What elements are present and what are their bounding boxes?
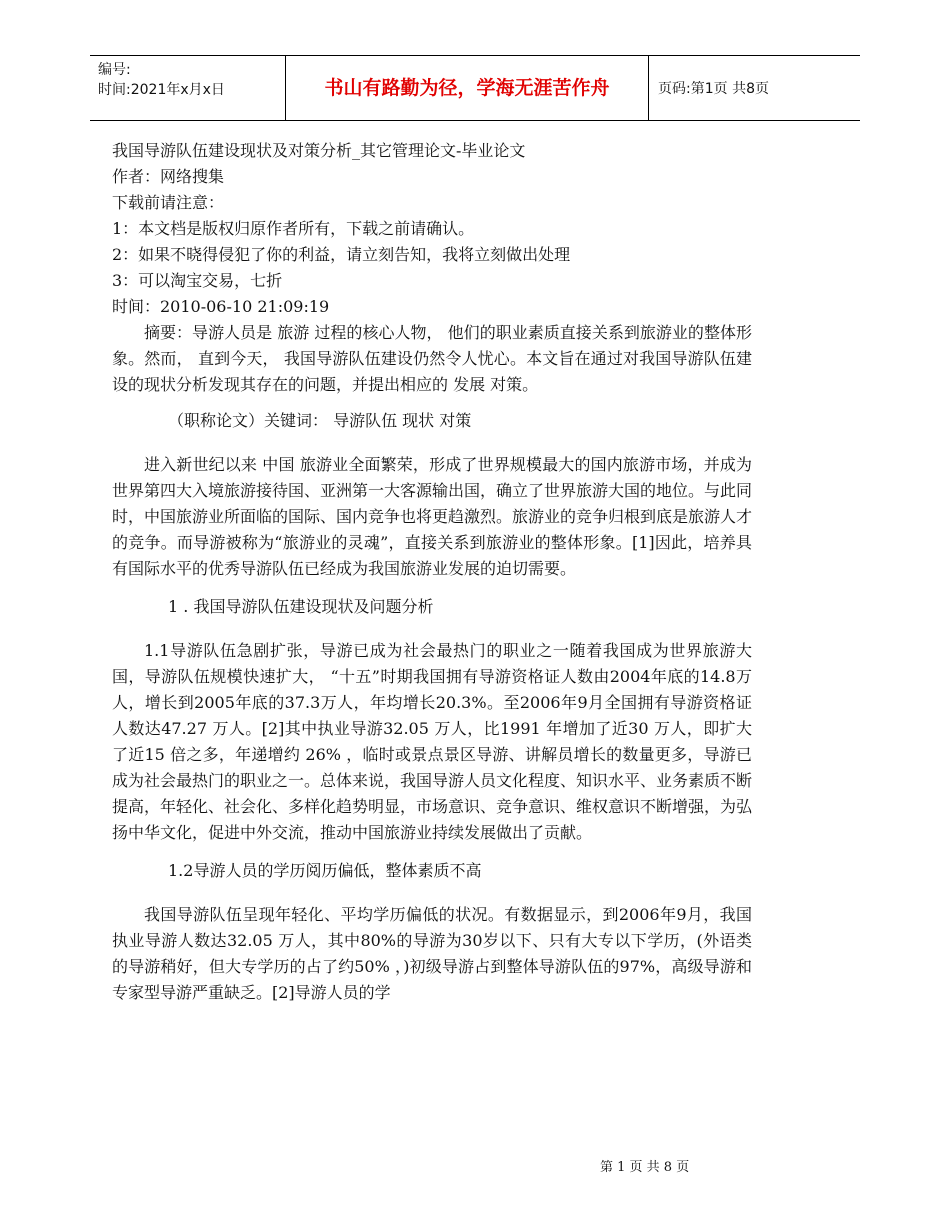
notice-item-1: 1：本文档是版权归原作者所有，下载之前请确认。 — [112, 219, 475, 238]
section-heading-1-2: 1.2导游人员的学历阅历偏低，整体素质不高 — [168, 861, 482, 880]
section-1-2-paragraph: 我国导游队伍呈现年轻化、平均学历偏低的状况。有数据显示，到2006年9月，我国执业导游人数达32.05 万人，其中80%的导游为30岁以下、只有大专以下学历，(外语类的导游稍好，但大专学历的占了约50% ，)初级导游占到整体导游队伍的97%，高级导游和专家型导游严重缺乏。[2]导游人员的学 — [112, 905, 752, 1002]
page-header — [90, 55, 860, 121]
notice-item-3: 3：可以淘宝交易，七折 — [112, 271, 283, 290]
notice-heading: 下载前请注意： — [112, 193, 225, 212]
page-footer: 第 1 页 共 8 页 — [600, 1160, 690, 1175]
intro-paragraph: 进入新世纪以来 中国 旅游业全面繁荣，形成了世界规模最大的国内旅游市场，并成为世界第四大入境旅游接待国、亚洲第一大客源输出国，确立了世界旅游大国的地位。与此同时，中国旅游业所面临的国际、国内竞争也将更趋激烈。旅游业的竞争归根到底是旅游人才的竞争。而导游被称为“旅游业的灵魂”，直接关系到旅游业的整体形象。[1]因此，培养具有国际水平的优秀导游队伍已经成为我国旅游业发展的迫切需要。 — [112, 455, 753, 578]
header-meta — [98, 60, 225, 100]
slogan: 书山有路勤为径，学海无涯苦作舟 — [324, 77, 610, 99]
doc-author: 作者：网络搜集 — [112, 167, 225, 186]
time-label: 时间:2021年x月x日 — [98, 82, 225, 98]
slogan-box — [285, 56, 649, 120]
abstract-paragraph: 摘要：导游人员是 旅游 过程的核心人物， 他们的职业素质直接关系到旅游业的整体形象。然而， 直到今天， 我国导游队伍建设仍然令人忧心。本文旨在通过对我国导游队伍建设的现状分析发现其存在的问题，并提出相应的 发展 对策。 — [112, 323, 752, 394]
doc-title: 我国导游队伍建设现状及对策分析_其它管理论文-毕业论文 — [112, 141, 526, 160]
document-body — [112, 138, 752, 1018]
keywords: （职称论文）关键词： 导游队伍 现状 对策 — [168, 411, 472, 430]
notice-item-2: 2：如果不晓得侵犯了你的利益，请立刻告知，我将立刻做出处理 — [112, 245, 571, 264]
section-heading-1: 1 . 我国导游队伍建设现状及问题分析 — [168, 597, 434, 616]
doc-time: 时间：2010-06-10 21:09:19 — [112, 297, 330, 316]
section-1-1-paragraph: 1.1导游队伍急剧扩张，导游已成为社会最热门的职业之一随着我国成为世界旅游大国，导游队伍规模快速扩大， “十五”时期我国拥有导游资格证人数由2004年底的14.8万人，增长到2005年底的37.3万人，年均增长20.3%。至2006年9月全国拥有导游资格证人数达47.27 万人。[2]其中执业导游32.05 万人，比1991 年增加了近30 万人，即扩大了近15 倍之多，年递增约 26% ，临时或景点景区导游、讲解员增长的数量更多，导游已成为社会最热门的职业之一。总体来说，我国导游人员文化程度、知识水平、业务素质不断提高，年轻化、社会化、多样化趋势明显，市场意识、竞争意识、维权意识不断增强，为弘扬中华文化，促进中外交流，推动中国旅游业持续发展做出了贡献。 — [112, 641, 753, 842]
number-label: 编号: — [98, 62, 131, 78]
page-info: 页码:第1页 共8页 — [658, 81, 769, 97]
